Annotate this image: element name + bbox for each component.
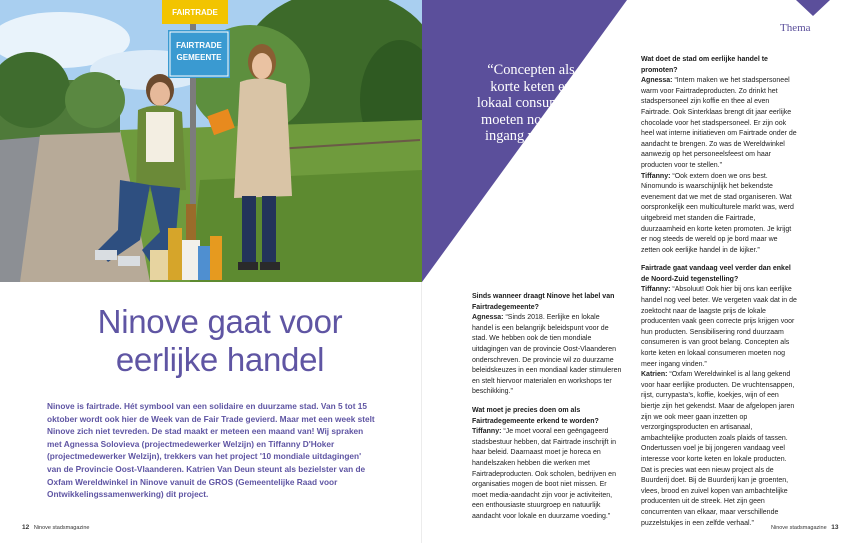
magazine-name: Ninove stadsmagazine [771, 525, 827, 531]
answer-text: “Sinds 2018. Eerlijke en lokale handel is een belangrijk beleidspunt voor de stad. We hebben ook de tien mondiale uitdagingen van de provincie Oost-Vlaanderen onderschreven. De provincie wil zo duurzame beleidskeuzes in een mondiaal kader stimuleren en stelt hiervoor materialen en workshops ter beschikking.” [472, 314, 622, 396]
article-column-left [472, 292, 622, 522]
page-number: 12 [22, 524, 30, 531]
answer-text: “Absoluut! Ook hier bij ons kan eerlijke handel nog veel beter. We vergeten vaak dat in de zoektocht naar de laagste prijs de lokale producenten vaak geen correcte prijs krijgen voor hun producten. Sensibilisering rond duurzaam consumeren is van groot belang. Concepten als korte keten en lokaal consumeren moeten nog meer ingang vinden.” [641, 286, 797, 368]
section-tag: Thema [780, 22, 811, 34]
speaker-name: Tiffanny: [641, 286, 671, 294]
page-title-line1: Ninove gaat voor [97, 303, 343, 340]
footer-left [22, 524, 89, 531]
answer-paragraph [472, 313, 622, 398]
page-divider [421, 282, 422, 543]
answer-text: “Intern maken we het stadspersoneel warm voor Fairtradeproducten. Zo drinkt het stadspersoneel zijn koffie en thee al even Fairtrade. Ook Sinterklaas brengt dit jaar eerlijke chocolade voor het stadspersoneel. Er zijn ook heel wat interne initiatieven om Fairtrade onder de aandacht te brengen. Zo was de Wereldwinkel aanwezig op het personeelsfeest om haar producten voor te stellen.” [641, 77, 797, 169]
answer-paragraph [641, 76, 797, 171]
answer-paragraph [472, 427, 622, 522]
article-column-right [641, 55, 797, 529]
intro-paragraph: Ninove is fairtrade. Hét symbool van een solidaire en duurzame stad. Van 5 tot 15 oktober wordt ook hier de Week van de Fair Trade gevierd. Maar met een week stelt Ninove zich niet tevreden. De stad maakt er meteen een maand van! Wij spraken met Agnessa Solovieva (projectmedewerker Welzijn) en Tiffanny D'Hoker (projectmedewerker Welzijn), trekkers van het project '10 mondiale uitdagingen' van de Provincie Oost-Vlaanderen. Katrien Van Deun steunt als bezielster van de Oxfam Wereldwinkel in Ninove vanuit de GROS (Gemeentelijke Raad voor Ontwikkelingssamenwerking) dit project. [47, 401, 375, 500]
question-heading: Wat doet de stad om eerlijke handel te promoten? [641, 56, 768, 74]
question-heading: Wat moet je precies doen om als Fairtradegemeente erkend te worden? [472, 406, 599, 425]
sign-text-line1: FAIRTRADE [176, 41, 222, 50]
cover-photo [0, 0, 422, 282]
page-title [40, 303, 400, 379]
sign-text-line2: GEMEENTE [176, 53, 222, 62]
speaker-name: Katrien: [641, 371, 668, 379]
page-number: 13 [831, 524, 839, 531]
sign-top-text: FAIRTRADE [172, 8, 218, 17]
answer-text: “Oxfam Wereldwinkel is al lang gekend voor haar eerlijke producten. De vruchtensappen, rijst, currypasta's, koffie, koekjes, wijn of een biertje zijn het gekendst. Maar de afgelopen jaren zijn we ook meer gaan inzetten op verzorgingsproducten en artisanaal, ambachtelijke producten zoals plaids of tassen. Ondertussen voel je bij jongeren vandaag veel interesse voor korte keten en lokale producten. Dat is precies wat een nieuw project als de Buurderij doet. Bij de Buurderij kan je groenten, vlees, brood en zuivel kopen van ambachtelijke producenten uit de streek. Het zijn geen concurrenten van elkaar, maar verschillende puzzelstukjes in een zelfde verhaal.” [641, 371, 795, 527]
speaker-name: Tiffanny: [472, 428, 502, 436]
answer-paragraph [641, 285, 797, 370]
answer-text: “Je moet vooral een geëngageerd stadsbestuur hebben, dat Fairtrade inschrijft in haar beleid. Daarnaast moet je horeca en handelszaken hebben die werken met Fairtradeproducten. Ook scholen, bedrijven en organisaties mogen de boot niet missen. Er moet media-aandacht zijn voor je activiteiten, een enthousiaste stuurgroep en natuurlijk aandacht voor lokale en duurzame voeding.” [472, 428, 616, 520]
speaker-name: Agnessa: [472, 314, 504, 322]
corner-triangle-shape [796, 0, 830, 16]
question-heading: Sinds wanneer draagt Ninove het label van Fairtradegemeente? [472, 293, 615, 311]
question-heading: Fairtrade gaat vandaag veel verder dan enkel de Noord-Zuid tegenstelling? [641, 265, 791, 283]
answer-paragraph [641, 172, 797, 257]
magazine-name: Ninove stadsmagazine [33, 525, 90, 531]
speaker-name: Tiffanny: [641, 172, 671, 180]
page-title-line2: eerlijke handel [115, 341, 325, 378]
footer-right [771, 524, 838, 531]
answer-paragraph [641, 370, 797, 529]
answer-text: “Ook extern doen we ons best. Ninomundo is waarschijnlijk het bekendste evenement dat we met de stad organiseren. Wat oorspronkelijk een multiculturele markt was, werd uitgebreid met standen die Fairtrade, duurzaamheid en korte keten promoten. Je krijgt er nog steeds de wereld op je bord maar we zetten ook eerlijke handel in de kijker.” [641, 172, 794, 254]
pull-quote: “Concepten als korte keten en lokaal consumeren moeten nog meer ingang vinden.” [476, 62, 586, 145]
speaker-name: Agnessa: [641, 77, 673, 85]
